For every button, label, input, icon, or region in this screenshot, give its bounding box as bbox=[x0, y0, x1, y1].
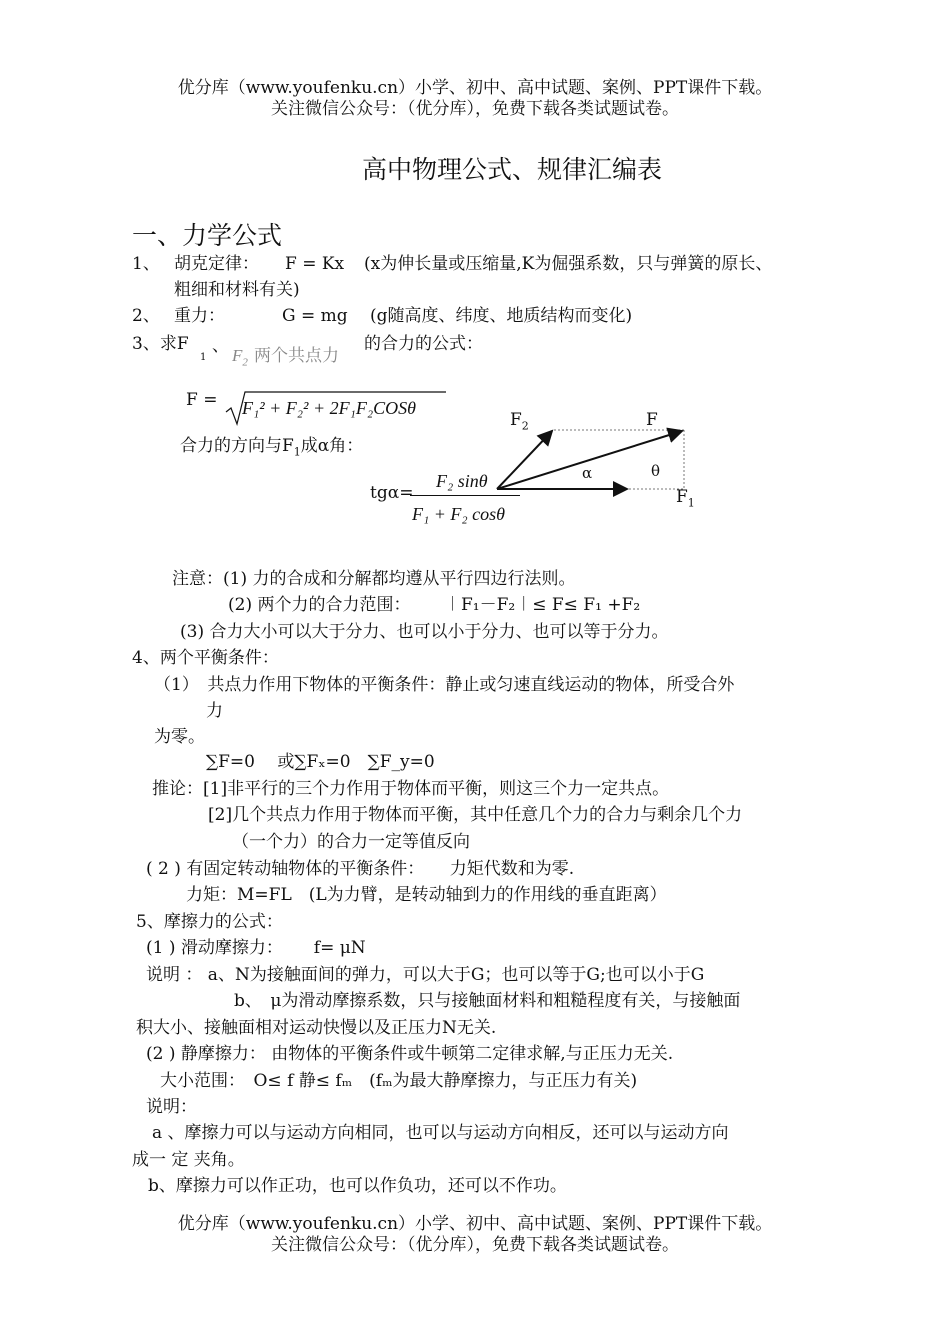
item3-sep: 、 bbox=[212, 336, 229, 356]
item2-note: (g随高度、纬度、地质结构而变化) bbox=[370, 306, 633, 326]
item3-prefix: 3、求F bbox=[132, 334, 189, 354]
item2-num: 2、 bbox=[132, 306, 160, 326]
tg-numerator: F₂ sinθ bbox=[436, 471, 488, 491]
header-line-1: 优分库（www.youfenku.cn）小学、初中、高中试题、案例、PPT课件下载。 bbox=[177, 78, 773, 98]
label-f2: $F_2$ bbox=[510, 410, 529, 433]
item5-note-b2: 积大小、接触面相对运动快慢以及正压力N无关. bbox=[136, 1018, 497, 1038]
item4-inference-2: [2]几个共点力作用于物体而平衡，其中任意几个力的合力与剩余几个力 bbox=[208, 805, 743, 825]
label-f1: $F_1$ bbox=[676, 487, 695, 510]
formula-f-lhs: F = bbox=[186, 390, 218, 410]
item4-heading: 4、两个平衡条件： bbox=[132, 648, 279, 668]
item5-sliding: (1 ) 滑动摩擦力： f= μN bbox=[146, 938, 366, 958]
label-alpha: α bbox=[582, 464, 593, 482]
item5-explain-a2: 成一 定 夹角。 bbox=[132, 1150, 245, 1170]
item4-inference-1: 推论：[1]非平行的三个力作用于物体而平衡，则这三个力一定共点。 bbox=[152, 779, 670, 799]
note-2a: (2) 两个力的合力范围： bbox=[228, 595, 411, 615]
item3-mid: 两个共点力 bbox=[254, 346, 339, 366]
item4-cond2: ( 2 ) 有固定转动轴物体的平衡条件： 力矩代数和为零. bbox=[146, 859, 575, 879]
tg-denominator: F₁ + F₂ cosθ bbox=[412, 504, 505, 524]
label-f: F bbox=[646, 410, 658, 430]
item2-formula: G = mg bbox=[282, 306, 348, 326]
item1-name: 胡克定律： bbox=[174, 254, 259, 274]
item5-explain-a: a 、摩擦力可以与运动方向相同，也可以与运动方向相反，还可以与运动方向 bbox=[152, 1123, 729, 1143]
item1-note-2: 粗细和材料有关) bbox=[174, 280, 300, 300]
tg-lhs: tgα= bbox=[370, 483, 414, 503]
item1-formula: F = Kx bbox=[285, 254, 345, 274]
footer-line-1: 优分库（www.youfenku.cn）小学、初中、高中试题、案例、PPT课件下载。 bbox=[177, 1214, 773, 1234]
section-heading: 一、力学公式 bbox=[132, 221, 283, 250]
item1-note: (x为伸长量或压缩量,K为倔强系数，只与弹簧的原长、 bbox=[364, 254, 773, 274]
page-title: 高中物理公式、规律汇编表 bbox=[362, 155, 663, 184]
item5-static: (2 ) 静摩擦力： 由物体的平衡条件或牛顿第二定律求解,与正压力无关. bbox=[146, 1044, 674, 1064]
item4-equation: ∑F=0 或∑Fₓ=0 ∑F_y=0 bbox=[206, 752, 435, 772]
item5-range: 大小范围： O≤ f 静≤ fₘ (fₘ为最大静摩擦力，与正压力有关) bbox=[160, 1071, 638, 1091]
item5-note-b: b、 μ为滑动摩擦系数，只与接触面材料和粗糙程度有关，与接触面 bbox=[234, 991, 741, 1011]
note-2b: ︱F₁－F₂︱≤ F≤ F₁ +F₂ bbox=[444, 595, 641, 615]
item5-explain: 说明： bbox=[146, 1097, 197, 1117]
item1-num: 1、 bbox=[132, 254, 160, 274]
item4-moment: 力矩：M=FL (L为力臂，是转动轴到力的作用线的垂直距离） bbox=[186, 885, 667, 905]
item4-cond1-b: 力 bbox=[206, 701, 223, 721]
item5-explain-b: b、摩擦力可以作正功，也可以作负功，还可以不作功。 bbox=[148, 1176, 567, 1196]
note-1: 注意：(1) 力的合成和分解都均遵从平行四边行法则。 bbox=[172, 569, 576, 589]
footer-line-2: 关注微信公众号：（优分库），免费下载各类试题试卷。 bbox=[271, 1235, 679, 1255]
item2-name: 重力： bbox=[174, 306, 225, 326]
item4-cond1-c: 为零。 bbox=[154, 727, 205, 747]
item3-suffix: 的合力的公式： bbox=[364, 334, 483, 354]
item5-heading: 5、摩擦力的公式： bbox=[136, 912, 283, 932]
item4-cond1: （1） 共点力作用下物体的平衡条件：静止或匀速直线运动的物体，所受合外 bbox=[154, 675, 735, 695]
item4-inference-2b: （一个力）的合力一定等值反向 bbox=[232, 832, 470, 852]
item5-note-a: 说明 ： a、N为接触面间的弹力，可以大于G；也可以等于G;也可以小于G bbox=[146, 965, 705, 985]
direction-text: 合力的方向与$F_1$成α角： bbox=[180, 436, 364, 459]
formula-f-radicand: F₁² + F₂² + 2F₁F₂COSθ bbox=[242, 398, 416, 418]
label-theta: θ bbox=[651, 462, 661, 480]
note-3: (3) 合力大小可以大于分力、也可以小于分力、也可以等于分力。 bbox=[180, 622, 669, 642]
item3-sub1: 1 bbox=[200, 352, 207, 363]
header-line-2: 关注微信公众号：（优分库），免费下载各类试题试卷。 bbox=[271, 99, 679, 119]
item3-f2: $F_2$ bbox=[232, 346, 248, 369]
